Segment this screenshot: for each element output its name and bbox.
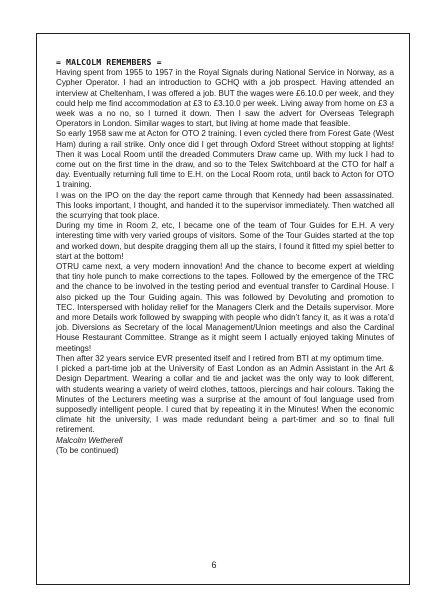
article	[56, 57, 394, 456]
author-signature: Malcolm Wetherell	[56, 435, 123, 445]
continued-note: (To be continued)	[56, 445, 119, 455]
paragraph-retirement: Then after 32 years service EVR presented itself and I retired from BTI at my optimum time.	[56, 353, 384, 363]
paragraph-national-service: Having spent from 1955 to 1957 in the Royal Signals during National Service in Norway, as a Cypher Operator. I had an introduction to GCHQ with a job prospect. Having attended an interview at Cheltenham, I was offered a job. BUT the wages were £6.10.0 per week, and they could help me find accommodation at £3 to £3.10.0 per week. Living away from home on £3 a week was a no no, so I turned it down. Then I saw the advert for Overseas Telegraph Operators in London. Similar wages to start, but living at home made that feasible.	[56, 68, 394, 129]
paragraph-acton-training: So early 1958 saw me at Acton for OTO 2 training. I even cycled there from Forest Gate (West Ham) during a rail strike. Only once did I get through Oxford Street without stopping at lights! Then it was Local Room until the dreaded Commuters Draw came up. With my luck I had to come out on the first time in the draw, and so to the Telex Switchboard at the CTO for half a day. Eventually returning full time to E.H. on the Local Room rota, until back to Acton for OTO 1 training.	[56, 129, 394, 190]
paragraph-kennedy: I was on the IPO on the day the report came through that Kennedy had been assassinated. This looks important, I thought, and handed it to the supervisor immediately. Then watched all the scurrying that took place.	[56, 190, 394, 221]
page-number: 6	[211, 560, 217, 570]
paragraph-tour-guides: During my time in Room 2, etc, I became one of the team of Tour Guides for E.H. A very interesting time with very varied groups of visitors. Some of the Tour Guides started at the top and worked down, but despite dragging them all up the stairs, I found it fitted my spiel better to start at the bottom!	[56, 221, 394, 261]
article-heading: = MALCOLM REMEMBERS =	[56, 57, 162, 67]
paragraph-otru: OTRU came next, a very modern innovation! And the chance to become expert at wielding that tiny hole punch to make corrections to the tapes. Followed by the emergence of the TRC and the chance to be involved in the testing period and eventual transfer to Cardinal House. I also picked up the Tour Guiding again. This was followed by Devoluting and promotion to TEC. Interspersed with holiday relief for the Managers Clerk and the Details supervisor. More and more Details work followed by swapping with people who didn’t fancy it, as it was a rota’d job. Diversions as Secretary of the local Management/Union meetings and also the Cardinal House Restaurant Committee. Strange as it might seem I actually enjoyed taking Minutes of meetings!	[56, 262, 394, 353]
paragraph-university: I picked a part-time job at the University of East London as an Admin Assistant in the Art & Design Department. Wearing a collar and tie and jacket was the only way to look different, with students wearing a variety of weird clothes, tattoos, piercings and hair colours. Taking the Minutes of the Lecturers meeting was a surprise at the amount of foul language used from supposedly intelligent people. I cured that by repeating it in the Minutes! When the economic climate hit the university, I was made redundant being a part-timer and so to final full retirement.	[56, 364, 394, 435]
